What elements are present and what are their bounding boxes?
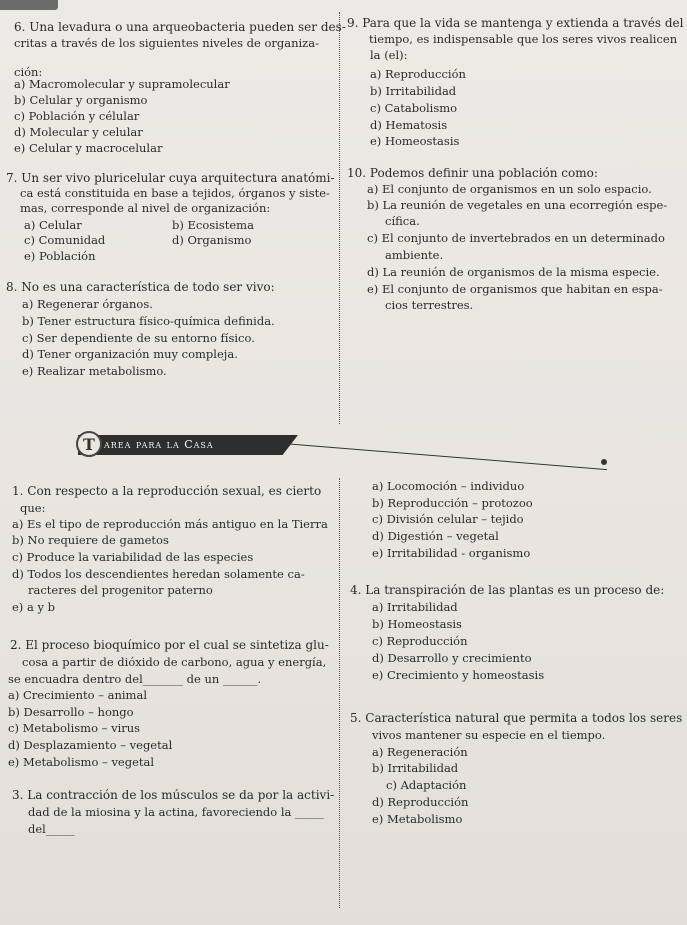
left-column-line-16: 8. No es una característica de todo ser vivo: (6, 280, 275, 294)
right-column-line-24: b) Homeostasis (372, 617, 462, 631)
right-column-line-2: la (el): (370, 48, 408, 62)
left-column-line-26: c) Produce la variabilidad de las especies (12, 550, 254, 564)
right-column-line-5: c) Catabolismo (370, 101, 458, 115)
left-column-line-17: a) Regenerar órganos. (22, 297, 153, 311)
right-column-line-21: e) Irritabilidad - organismo (372, 546, 531, 560)
right-column-line-8: 10. Podemos definir una población como: (347, 166, 598, 180)
left-column-line-3: a) Macromolecular y supramolecular (14, 77, 230, 91)
left-column-line-28: racteres del progenitor paterno (28, 583, 213, 597)
section-header-tarea-para-la-casa (78, 435, 610, 462)
left-column-line-23: que: (20, 501, 46, 515)
left-column-line-25: b) No requiere de gametos (12, 533, 169, 547)
column-divider-top (339, 12, 340, 424)
right-column-line-17: a) Locomoción – individuo (372, 479, 525, 493)
right-column-line-1: tiempo, es indispensable que los seres vivos realicen (369, 32, 678, 46)
left-column-line-10: mas, corresponde al nivel de organización: (20, 201, 271, 215)
left-column-line-34: b) Desarrollo – hongo (8, 705, 134, 719)
left-column-line-2: ción: (14, 65, 43, 79)
left-column-line-6: d) Molecular y celular (14, 125, 143, 139)
left-column-line-12: b) Ecosistema (172, 218, 254, 232)
left-column-line-32: se encuadra dentro del_______ de un ______. (8, 672, 262, 686)
right-column-line-25: c) Reproducción (372, 634, 468, 648)
right-column-line-23: a) Irritabilidad (372, 600, 458, 614)
right-column-line-19: c) División celular – tejido (372, 512, 524, 526)
right-column-line-16: cios terrestres. (385, 298, 474, 312)
left-column-line-30: 2. El proceso bioquímico por el cual se sintetiza glu- (10, 638, 329, 652)
right-column-line-26: d) Desarrollo y crecimiento (372, 651, 532, 665)
left-column-line-11: a) Celular (24, 218, 82, 232)
column-divider-bottom (339, 478, 340, 908)
right-column-line-18: b) Reproducción – protozoo (372, 496, 533, 510)
left-column-line-36: d) Desplazamiento – vegetal (8, 738, 173, 752)
right-column-line-14: d) La reunión de organismos de la misma especie. (367, 265, 660, 279)
right-column-line-34: e) Metabolismo (372, 812, 463, 826)
right-column-line-22: 4. La transpiración de las plantas es un proceso de: (350, 583, 665, 597)
left-column-line-22: 1. Con respecto a la reproducción sexual, es cierto (12, 484, 322, 498)
section-header-title: area para la Casa (104, 438, 214, 451)
right-column-line-33: d) Reproducción (372, 795, 469, 809)
right-column-line-12: c) El conjunto de invertebrados en un determinado (367, 231, 665, 245)
left-column-line-4: b) Celular y organismo (14, 93, 148, 107)
right-column-line-29: vivos mantener su especie en el tiempo. (372, 728, 606, 742)
left-column-line-13: c) Comunidad (24, 233, 106, 247)
left-column-line-18: b) Tener estructura físico-química definida. (22, 314, 275, 328)
left-column-line-9: ca está constituida en base a tejidos, órganos y siste- (20, 186, 330, 200)
right-column-line-13: ambiente. (385, 248, 444, 262)
left-column-line-0: 6. Una levadura o una arqueobacteria pueden ser des- (14, 20, 346, 34)
left-column-line-38: 3. La contracción de los músculos se da por la activi- (12, 788, 335, 802)
left-column-line-15: e) Población (24, 249, 96, 263)
left-column-line-5: c) Población y célular (14, 109, 140, 123)
left-column-line-35: c) Metabolismo – virus (8, 721, 141, 735)
right-column-line-7: e) Homeostasis (370, 134, 460, 148)
left-column-line-24: a) Es el tipo de reproducción más antiguo en la Tierra (12, 517, 328, 531)
left-column-line-20: d) Tener organización muy compleja. (22, 347, 238, 361)
section-header-dot (601, 459, 607, 465)
right-column-line-4: b) Irritabilidad (370, 84, 457, 98)
left-column-line-37: e) Metabolismo – vegetal (8, 755, 155, 769)
left-column-line-29: e) a y b (12, 600, 55, 614)
left-column-line-19: c) Ser dependiente de su entorno físico. (22, 331, 255, 345)
page-corner-tab (0, 0, 58, 10)
right-column-line-20: d) Digestión – vegetal (372, 529, 499, 543)
right-column-line-0: 9. Para que la vida se mantenga y extienda a través del (347, 16, 684, 30)
left-column-line-8: 7. Un ser vivo pluricelular cuya arquitectura anatómi- (6, 171, 335, 185)
right-column-line-15: e) El conjunto de organismos que habitan en espa- (367, 282, 663, 296)
right-column-line-28: 5. Característica natural que permita a todos los seres (350, 711, 683, 725)
right-column-line-6: d) Hematosis (370, 118, 448, 132)
left-column-line-31: cosa a partir de dióxido de carbono, agua y energía, (22, 655, 327, 669)
left-column-line-1: critas a través de los siguientes niveles de organiza- (14, 36, 319, 50)
right-column-line-3: a) Reproducción (370, 67, 466, 81)
left-column-line-7: e) Celular y macrocelular (14, 141, 163, 155)
right-column-line-30: a) Regeneración (372, 745, 468, 759)
right-column-line-31: b) Irritabilidad (372, 761, 459, 775)
right-column-line-27: e) Crecimiento y homeostasis (372, 668, 545, 682)
left-column-line-33: a) Crecimiento – animal (8, 688, 147, 702)
right-column-line-32: c) Adaptación (386, 778, 467, 792)
right-column-line-9: a) El conjunto de organismos en un solo espacio. (367, 182, 652, 196)
right-column-line-11: cífica. (385, 214, 420, 228)
section-header-rule (283, 443, 607, 470)
left-column-line-40: del_____ (28, 822, 75, 836)
left-column-line-21: e) Realizar metabolismo. (22, 364, 167, 378)
left-column-line-14: d) Organismo (172, 233, 252, 247)
left-column-line-27: d) Todos los descendientes heredan solamente ca- (12, 567, 305, 581)
right-column-line-10: b) La reunión de vegetales en una ecorregión espe- (367, 198, 668, 212)
section-header-initial: T (76, 431, 102, 457)
left-column-line-39: dad de la miosina y la actina, favoreciendo la _____ (28, 805, 324, 819)
